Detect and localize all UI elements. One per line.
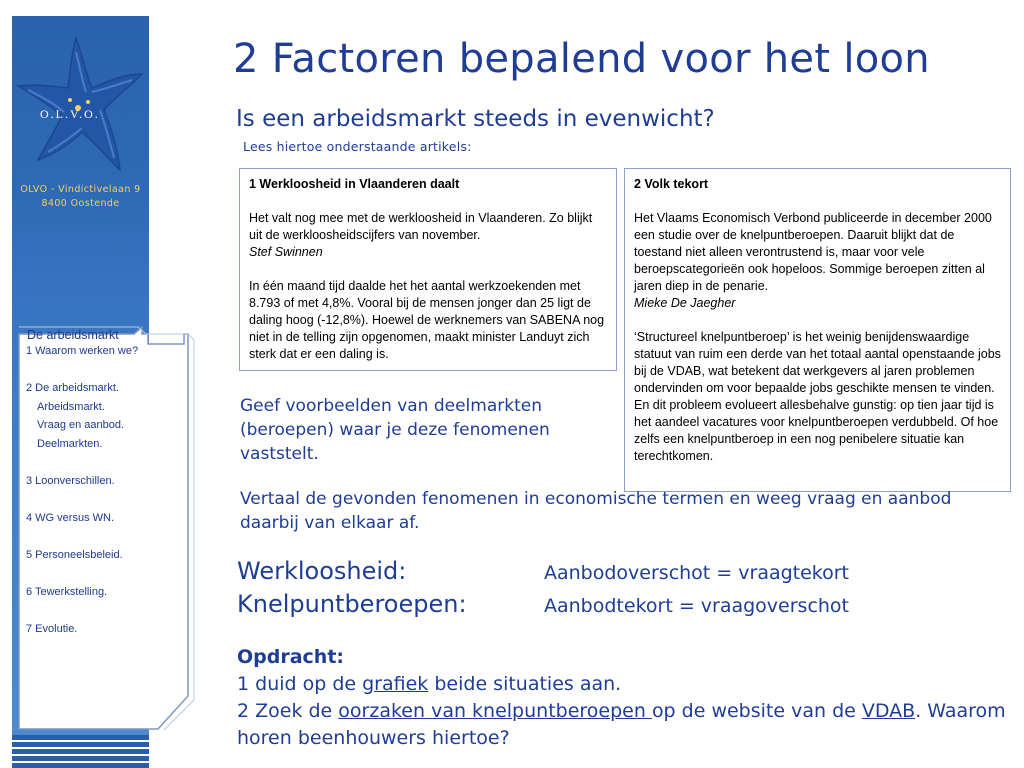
article-author: Mieke De Jaegher — [634, 296, 736, 310]
definition-row — [237, 590, 849, 618]
menu-subitem-arbeidsmarkt[interactable]: Arbeidsmarkt. — [37, 400, 105, 413]
article-title: 1 Werkloosheid in Vlaanderen daalt — [249, 177, 460, 191]
task-text: op de website van de — [651, 700, 862, 722]
menu-item-waarom[interactable]: 1 Waarom werken we? — [26, 345, 139, 357]
question-1: Geef voorbeelden van deelmarkten (beroepen) waar je deze fenomenen vaststelt. — [240, 396, 550, 464]
address-line-1: OLVO - Vindictivelaan 9 — [20, 184, 141, 195]
menu-subitem-deelmarkten[interactable]: Deelmarkten. — [37, 437, 103, 450]
menu-item-wg-wn[interactable]: 4 WG versus WN. — [26, 511, 115, 524]
menu-gap — [26, 601, 138, 620]
menu-gap — [26, 361, 138, 380]
sidebar-stripes — [12, 735, 149, 768]
menu-item-tewerkstelling[interactable]: 6 Tewerkstelling. — [26, 585, 108, 598]
definition-value: Aanbodoverschot = vraagtekort — [544, 562, 850, 584]
article-paragraph: ‘Structureel knelpuntberoep’ is het weinig benijdenswaardige statuut van ruim een derde van het totaal aantal openstaande jobs bij de VDAB, wat betekent dat werkgevers al jaren problemen ondervinden om voor bepaalde jobs geschikte mensen te vinden. En dit probleem evolueert allesbehalve gunstig: op tien jaar tijd is het aandeel vacatures voor knelpuntberoepen verdubbeld. Of hoe zelfs een knelpuntberoep in een nog penibelere situatie kan terechtkomen. — [634, 330, 1001, 463]
task-text: 2 Zoek de — [237, 700, 339, 722]
menu-item-arbeidsmarkt[interactable]: 2 De arbeidsmarkt. — [26, 382, 119, 394]
page-title: 2 Factoren bepalend voor het loon — [233, 36, 930, 82]
starfish-logo-icon — [14, 30, 149, 180]
definition-term: Knelpuntberoepen: — [237, 590, 467, 618]
article-author: Stef Swinnen — [249, 245, 323, 259]
instruction-text: Lees hiertoe onderstaande artikels: — [243, 139, 472, 154]
definition-value: Aanbodtekort = vraagoverschot — [544, 595, 850, 617]
menu-subitem-vraag-aanbod[interactable]: Vraag en aanbod. — [37, 419, 125, 431]
menu-item-personeelsbeleid[interactable]: 5 Personeelsbeleid. — [26, 548, 123, 561]
menu-title: De arbeidsmarkt — [27, 328, 119, 342]
task-text: 1 duid op de — [237, 673, 363, 695]
vdab-link[interactable]: VDAB — [861, 700, 916, 722]
menu-gap — [26, 453, 138, 472]
article-paragraph: Het Vlaams Economisch Verbond publiceerde in december 2000 een studie over de knelpuntberoepen. Daaruit blijkt dat de toestand niet alleen verontrustend is, maar voor vele beroepscategorieën ook hopeloos. Sommige beroepen zitten al jaren diep in de penarie. — [634, 211, 992, 293]
task-line-1 — [237, 671, 1017, 698]
definition-row — [237, 557, 849, 585]
article-box-werkloosheid — [239, 168, 617, 371]
task-line-2 — [237, 698, 1017, 752]
article-paragraph: In één maand tijd daalde het het aantal werkzoekenden met 8.793 of met 4,8%. Vooral bij de mensen jonger dan 25 ligt de daling hoog (-12,8%). Hoewel de werknemers van SABENA nog niet in de telling zijn opgenomen, maakt minister Landuyt zich sterk dat er een daling is. — [249, 279, 605, 361]
logo-text: O.L.V.O. — [40, 107, 100, 121]
menu-gap — [26, 490, 138, 509]
page-subtitle: Is een arbeidsmarkt steeds in evenwicht? — [236, 106, 715, 132]
menu-item-loonverschillen[interactable]: 3 Loonverschillen. — [26, 474, 115, 487]
article-title: 2 Volk tekort — [634, 177, 709, 191]
task-block — [237, 644, 1017, 752]
grafiek-link[interactable]: grafiek — [362, 673, 429, 695]
menu-item-evolutie[interactable]: 7 Evolutie. — [26, 622, 78, 635]
definition-term: Werkloosheid: — [237, 557, 407, 585]
article-box-volk-tekort — [624, 168, 1011, 492]
menu-gap — [26, 564, 138, 583]
menu-list — [26, 342, 138, 638]
question-2: Vertaal de gevonden fenomenen in economische termen en weeg vraag en aanbod daarbij van elkaar af. — [240, 489, 952, 533]
menu-gap — [26, 527, 138, 546]
address-line-2: 8400 Oostende — [41, 198, 120, 209]
task-heading: Opdracht: — [237, 646, 345, 668]
oorzaken-link[interactable]: oorzaken van knelpuntberoepen — [338, 700, 652, 722]
task-text: . Waarom horen beenhouwers hiertoe? — [237, 700, 1006, 749]
task-text: beide situaties aan. — [428, 673, 622, 695]
article-paragraph: Het valt nog mee met de werkloosheid in Vlaanderen. Zo blijkt uit de werkloosheidscijfers van november. — [249, 211, 593, 242]
